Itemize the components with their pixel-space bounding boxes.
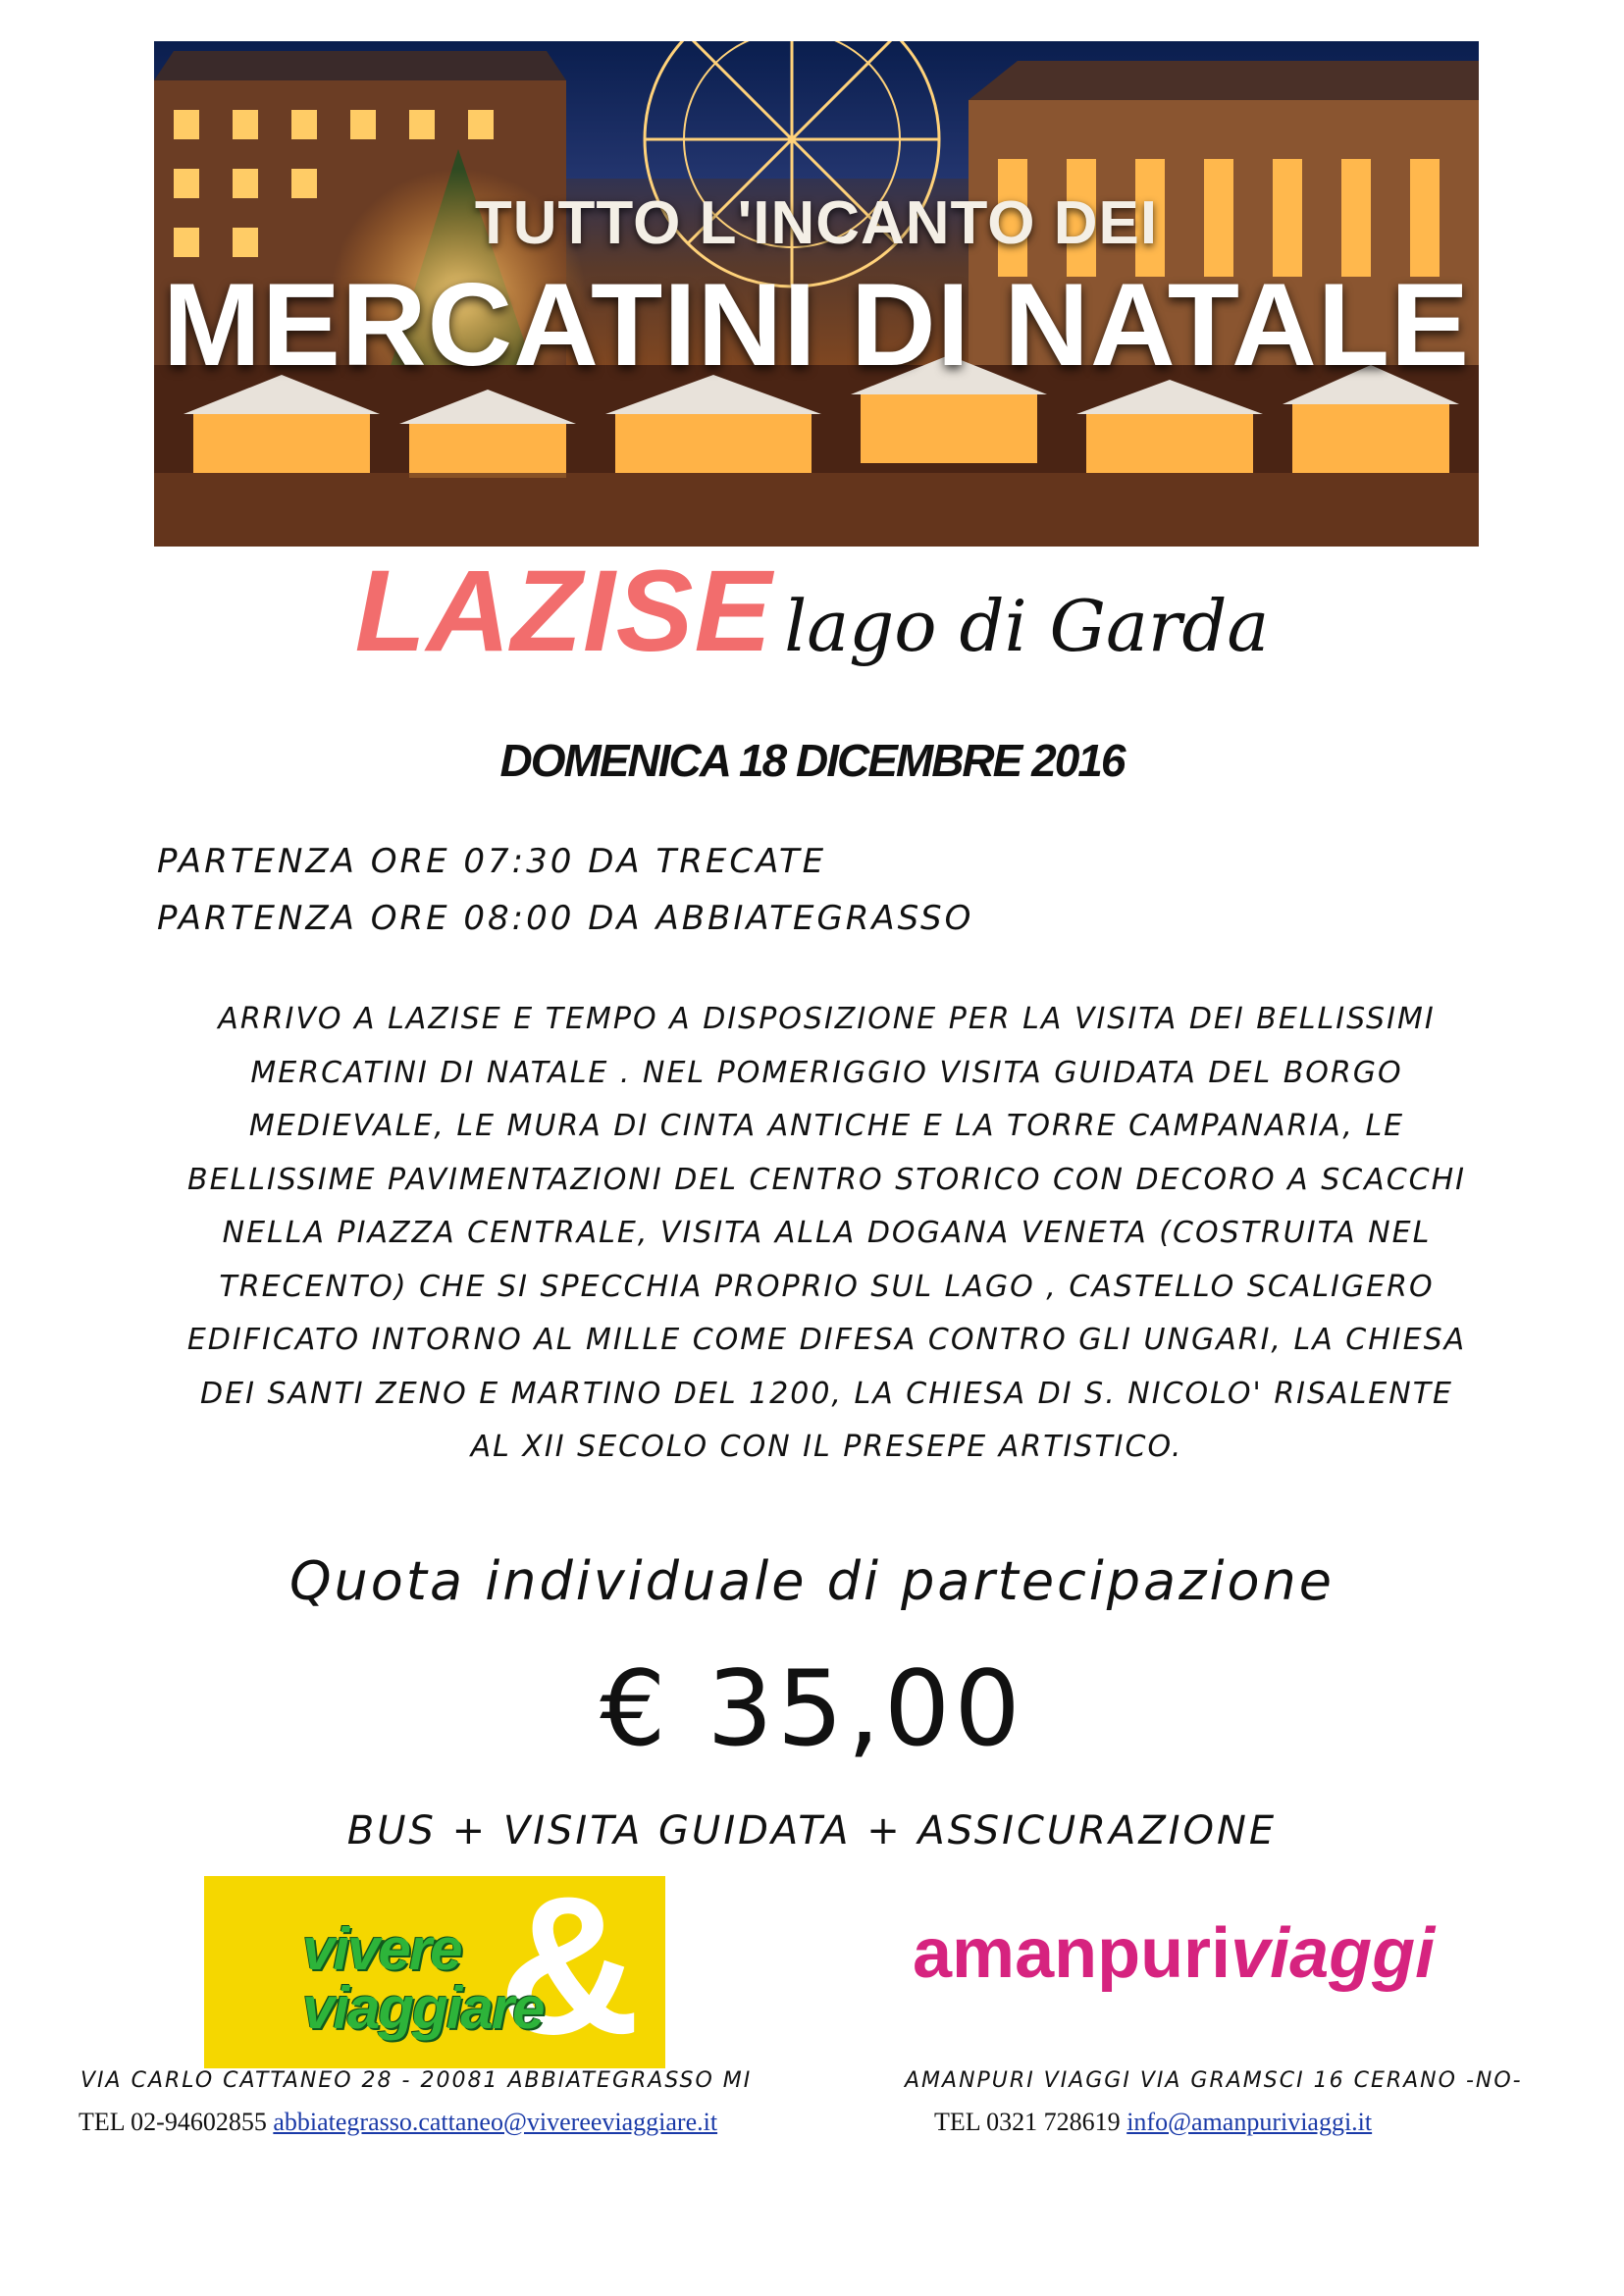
program-line: NELLA PIAZZA CENTRALE, VISITA ALLA DOGANA VENETA (COSTRUITA NEL <box>222 1216 1432 1250</box>
logo-viaggi-text: viaggi <box>1231 1914 1436 1993</box>
banner-headline-large: MERCATINI DI NATALE <box>162 259 1471 391</box>
departure-line-1: PARTENZA ORE 07:30 DA TRECATE <box>157 842 827 881</box>
logo-viaggiare-text: viaggiare <box>302 1975 544 2041</box>
footer-left-address: VIA CARLO CATTANEO 28 - 20081 ABBIATEGRASSO MI <box>80 2068 753 2093</box>
footer-right-email-link[interactable]: info@amanpuriviaggi.it <box>1126 2108 1373 2136</box>
event-date: DOMENICA 18 DICEMBRE 2016 <box>499 735 1125 786</box>
vivere-viaggiare-logo <box>204 1876 665 2068</box>
banner-headline-small: TUTTO L'INCANTO DEI <box>474 189 1159 257</box>
program-line: ARRIVO A LAZISE E TEMPO A DISPOSIZIONE PER LA VISITA DEI BELLISSIMI <box>218 1002 1436 1036</box>
program-line: MERCATINI DI NATALE . NEL POMERIGGIO VISITA GUIDATA DEL BORGO <box>250 1055 1403 1090</box>
program-line: TRECENTO) CHE SI SPECCHIA PROPRIO SUL LAGO , CASTELLO SCALIGERO <box>219 1269 1435 1304</box>
program-line: AL XII SECOLO CON IL PRESEPE ARTISTICO. <box>470 1430 1183 1464</box>
logo-vivere-text: vivere <box>302 1916 461 1982</box>
departure-line-2: PARTENZA ORE 08:00 DA ABBIATEGRASSO <box>157 899 974 938</box>
program-description <box>162 993 1492 1475</box>
footer-right-address: AMANPURI VIAGGI VIA GRAMSCI 16 CERANO -NO- <box>905 2068 1523 2093</box>
program-line: DEI SANTI ZENO E MARTINO DEL 1200, LA CHIESA DI S. NICOLO' RISALENTE <box>200 1376 1453 1411</box>
amanpuri-viaggi-logo <box>913 1913 1435 1994</box>
program-line: BELLISSIME PAVIMENTAZIONI DEL CENTRO STORICO CON DECORO A SCACCHI <box>186 1162 1467 1197</box>
program-line: EDIFICATO INTORNO AL MILLE COME DIFESA CONTRO GLI UNGARI, LA CHIESA <box>186 1323 1467 1357</box>
title-lake: lago di Garda <box>784 585 1270 667</box>
footer-left-contact <box>79 2108 717 2137</box>
title-town: LAZISE <box>354 547 773 676</box>
price-value: € 35,00 <box>600 1648 1024 1769</box>
footer-left-email-link[interactable]: abbiategrasso.cattaneo@vivereeviaggiare.it <box>273 2108 718 2136</box>
footer-right-contact <box>934 2108 1372 2137</box>
program-line: MEDIEVALE, LE MURA DI CINTA ANTICHE E LA TORRE CAMPANARIA, LE <box>248 1109 1405 1143</box>
logo-amanpuri-text: amanpuri <box>913 1914 1231 1993</box>
price-label: Quota individuale di partecipazione <box>289 1550 1335 1612</box>
footer-left-phone: TEL 02-94602855 <box>79 2108 267 2136</box>
price-includes: BUS + VISITA GUIDATA + ASSICURAZIONE <box>346 1808 1278 1853</box>
banner-image <box>154 41 1479 547</box>
svg-text:&: & <box>498 1876 641 2068</box>
footer-right-phone: TEL 0321 728619 <box>934 2108 1121 2136</box>
page-title <box>0 545 1624 678</box>
